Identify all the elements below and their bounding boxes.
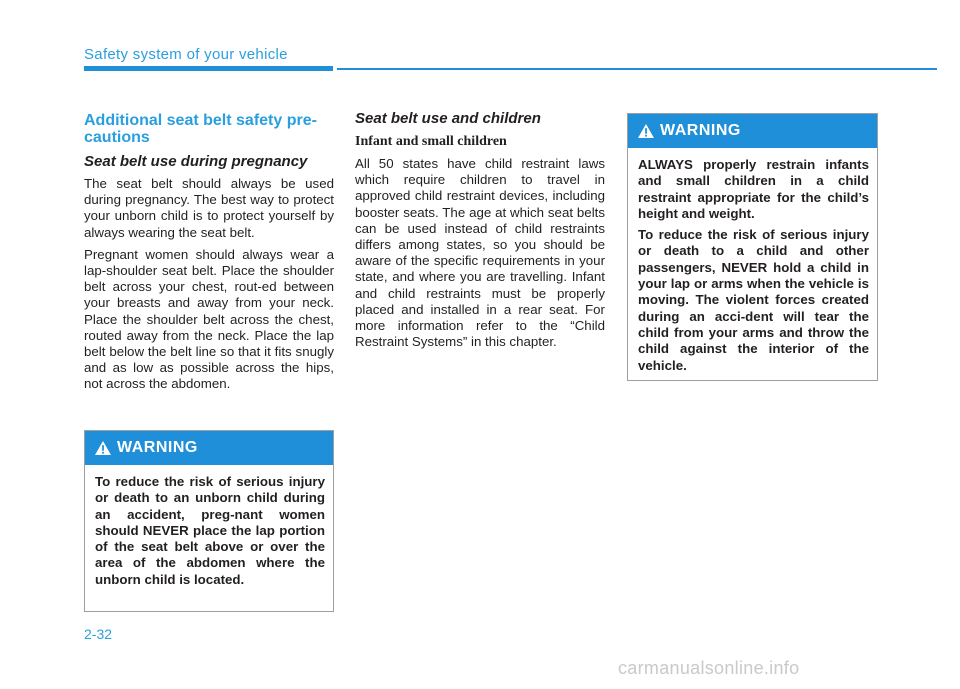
warning-header bbox=[85, 431, 333, 465]
header-rule-thick bbox=[84, 66, 333, 71]
middle-column bbox=[355, 110, 605, 356]
children-heading: Seat belt use and children bbox=[355, 110, 541, 127]
page-number: 2-32 bbox=[84, 626, 113, 642]
children-warning-box bbox=[627, 113, 878, 381]
watermark: carmanualsonline.info bbox=[618, 658, 800, 678]
header-title: Safety system of your vehicle bbox=[84, 46, 288, 63]
section-heading: Additional seat belt safety pre-cautions bbox=[84, 112, 317, 146]
pregnancy-paragraph-1: The seat belt should always be used during pregnancy. The best way to protect your unborn child is to protect yourself by always wearing the seat belt. bbox=[84, 176, 334, 240]
warning-triangle-icon bbox=[638, 124, 654, 138]
warning-header bbox=[628, 114, 877, 148]
left-column bbox=[84, 112, 334, 399]
children-warning-text-2: To reduce the risk of serious injury or death to a child and other passengers, NEVER hold a child in your lap or arms when the vehicle is moving. The violent forces created during an acci-dent will tear the child from your arms and throw the child against the interior of the vehicle. bbox=[638, 227, 869, 373]
warning-label: WARNING bbox=[660, 122, 741, 139]
pregnancy-heading: Seat belt use during pregnancy bbox=[84, 153, 308, 170]
warning-label: WARNING bbox=[117, 439, 198, 456]
header-rule-thin bbox=[337, 68, 937, 70]
children-paragraph: All 50 states have child restraint laws which require children to travel in approved child restraint devices, including booster seats. The age at which seat belts can be used instead of child restraints differs among states, so you should be aware of the specific requirements in your state, and where you are travelling. Infant and child restraints must be properly placed and installed in a rear seat. For more information refer to the “Child Restraint Systems” in this chapter. bbox=[355, 156, 605, 350]
pregnancy-warning-text: To reduce the risk of serious injury or death to an unborn child during an accident, preg-nant women should NEVER place the lap portion of the seat belt above or over the area of the abdomen where the unborn child is located. bbox=[95, 474, 325, 587]
warning-triangle-icon bbox=[95, 441, 111, 455]
infant-heading: Infant and small children bbox=[355, 134, 507, 149]
pregnancy-paragraph-2: Pregnant women should always wear a lap-shoulder seat belt. Place the shoulder belt across your chest, rout-ed between your breasts and away from your neck. Place the shoulder belt across the chest, routed away from the neck. Place the lap belt below the belt line so that it fits snugly and as low as possible across the hips, not across the abdomen. bbox=[84, 246, 334, 392]
pregnancy-warning-box bbox=[84, 430, 334, 612]
children-warning-text-1: ALWAYS properly restrain infants and small children in a child restraint appropriate for the child’s height and weight. bbox=[638, 157, 869, 221]
